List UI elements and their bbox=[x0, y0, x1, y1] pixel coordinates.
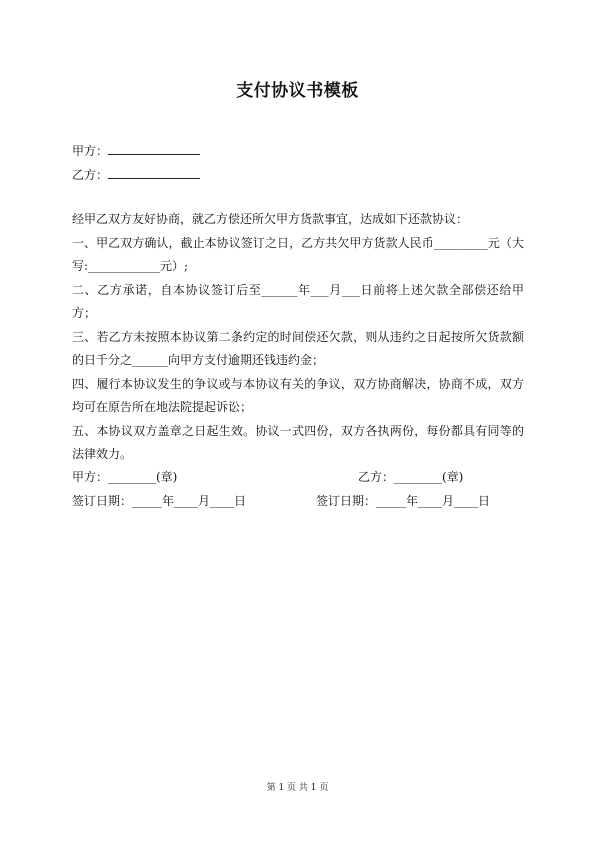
document-title: 支付协议书模板 bbox=[236, 81, 359, 101]
party-b-blank[interactable] bbox=[108, 166, 200, 179]
party-a-sign-date: 签订日期：_____年____月____日 bbox=[72, 494, 247, 508]
clause-3: 三、若乙方未按照本协议第二条约定的时间偿还欠款，则从违约之日起按所欠货款额的日千分之______向甲方支付逾期还钱违约金； bbox=[72, 329, 524, 367]
party-a-label: 甲方： bbox=[72, 144, 109, 158]
party-a-seal: 甲方：________(章) bbox=[72, 470, 178, 484]
clause-1: 一、甲乙双方确认，截止本协议签订之日，乙方共欠甲方货款人民币_________元（大写:____________元）; bbox=[72, 235, 524, 273]
clause-4: 四、履行本协议发生的争议或与本协议有关的争议，双方协商解决，协商不成，双方均可在原告所在地法院提起诉讼； bbox=[72, 376, 524, 414]
agreement-body bbox=[72, 208, 524, 467]
clause-2: 二、乙方承诺，自本协议签订后至______年___月___日前将上述欠款全部偿还给甲方； bbox=[72, 282, 524, 320]
intro-paragraph: 经甲乙双方友好协商，就乙方偿还所欠甲方货款事宜，达成如下还款协议： bbox=[72, 212, 469, 226]
page-number: 第 1 页 共 1 页 bbox=[266, 783, 329, 793]
party-b-label: 乙方： bbox=[72, 168, 109, 182]
party-b-sign-date: 签订日期：_____年____月____日 bbox=[316, 494, 491, 508]
party-a-line bbox=[72, 142, 200, 159]
party-b-line bbox=[72, 166, 200, 183]
party-b-seal: 乙方：________(章) bbox=[358, 470, 464, 484]
clause-5: 五、本协议双方盖章之日起生效。协议一式四份，双方各执两份，每份都具有同等的法律效力。 bbox=[72, 423, 524, 461]
party-a-blank[interactable] bbox=[108, 142, 200, 155]
